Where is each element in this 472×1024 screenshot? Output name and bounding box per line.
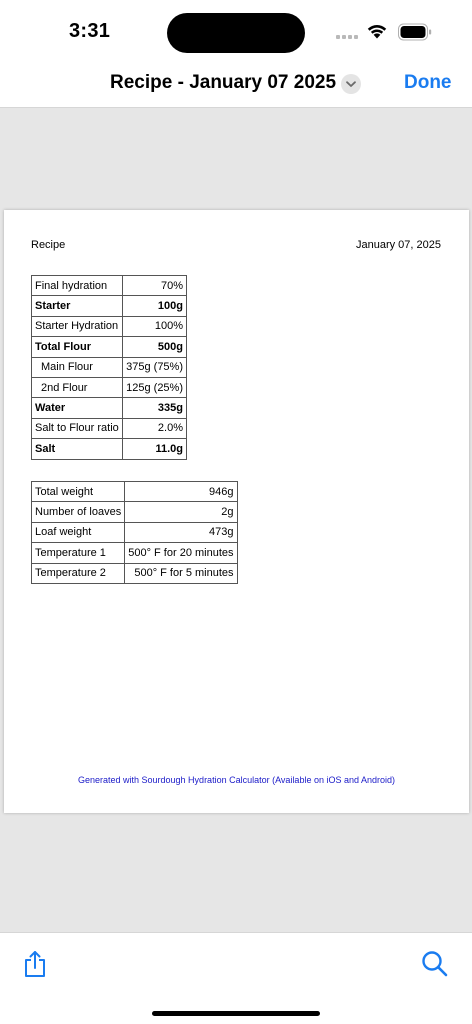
document-label: Recipe <box>31 239 66 251</box>
row-label: Final hydration <box>32 276 123 296</box>
wifi-icon <box>366 22 388 39</box>
document-date: January 07, 2025 <box>355 239 441 251</box>
row-label: Temperature 2 <box>32 563 125 583</box>
table-row <box>32 543 238 563</box>
dynamic-island <box>167 13 305 53</box>
row-value: 500° F for 20 minutes <box>125 543 237 563</box>
cellular-signal-icon <box>336 33 360 39</box>
table-row <box>32 316 187 336</box>
bake-table <box>31 481 238 584</box>
row-value: 125g (25%) <box>123 377 187 397</box>
title-menu-button[interactable] <box>341 74 361 94</box>
battery-icon <box>398 23 432 41</box>
row-label: Number of loaves <box>32 502 125 522</box>
row-value: 2.0% <box>123 418 187 438</box>
row-label: Starter <box>32 296 123 316</box>
row-value: 70% <box>123 276 187 296</box>
row-label: Total weight <box>32 482 125 502</box>
generated-with-note[interactable]: Generated with Sourdough Hydration Calculator (Available on iOS and Android) <box>77 775 396 785</box>
row-value: 100g <box>123 296 187 316</box>
share-icon[interactable] <box>22 949 48 979</box>
nav-title[interactable]: Recipe - January 07 2025 <box>110 72 337 93</box>
row-label: Starter Hydration <box>32 316 123 336</box>
row-value: 946g <box>125 482 237 502</box>
bottom-toolbar <box>0 932 472 1024</box>
chevron-down-icon <box>341 74 361 94</box>
table-row <box>32 398 187 418</box>
top-bar <box>0 0 472 108</box>
table-row <box>32 502 238 522</box>
row-value: 500° F for 5 minutes <box>125 563 237 583</box>
table-row <box>32 563 238 583</box>
document-page <box>4 210 469 813</box>
row-label: Salt to Flour ratio <box>32 418 123 438</box>
search-icon[interactable] <box>421 950 449 978</box>
table-row <box>32 439 187 459</box>
row-label: Salt <box>32 439 123 459</box>
status-time: 3:31 <box>69 20 111 42</box>
row-label: Main Flour <box>32 357 123 377</box>
row-label: Water <box>32 398 123 418</box>
row-label: Temperature 1 <box>32 543 125 563</box>
row-value: 2g <box>125 502 237 522</box>
row-label: 2nd Flour <box>32 377 123 397</box>
row-value: 375g (75%) <box>123 357 187 377</box>
table-row <box>32 482 238 502</box>
row-value: 11.0g <box>123 439 187 459</box>
row-label: Loaf weight <box>32 522 125 542</box>
row-value: 335g <box>123 398 187 418</box>
table-row <box>32 522 238 542</box>
hydration-table <box>31 275 187 460</box>
row-label: Total Flour <box>32 337 123 357</box>
table-row <box>32 377 187 397</box>
table-row <box>32 357 187 377</box>
table-row <box>32 296 187 316</box>
row-value: 100% <box>123 316 187 336</box>
row-value: 473g <box>125 522 237 542</box>
row-value: 500g <box>123 337 187 357</box>
table-row <box>32 418 187 438</box>
table-row <box>32 337 187 357</box>
table-row <box>32 276 187 296</box>
done-button[interactable]: Done <box>404 72 452 93</box>
home-indicator <box>152 1011 320 1016</box>
